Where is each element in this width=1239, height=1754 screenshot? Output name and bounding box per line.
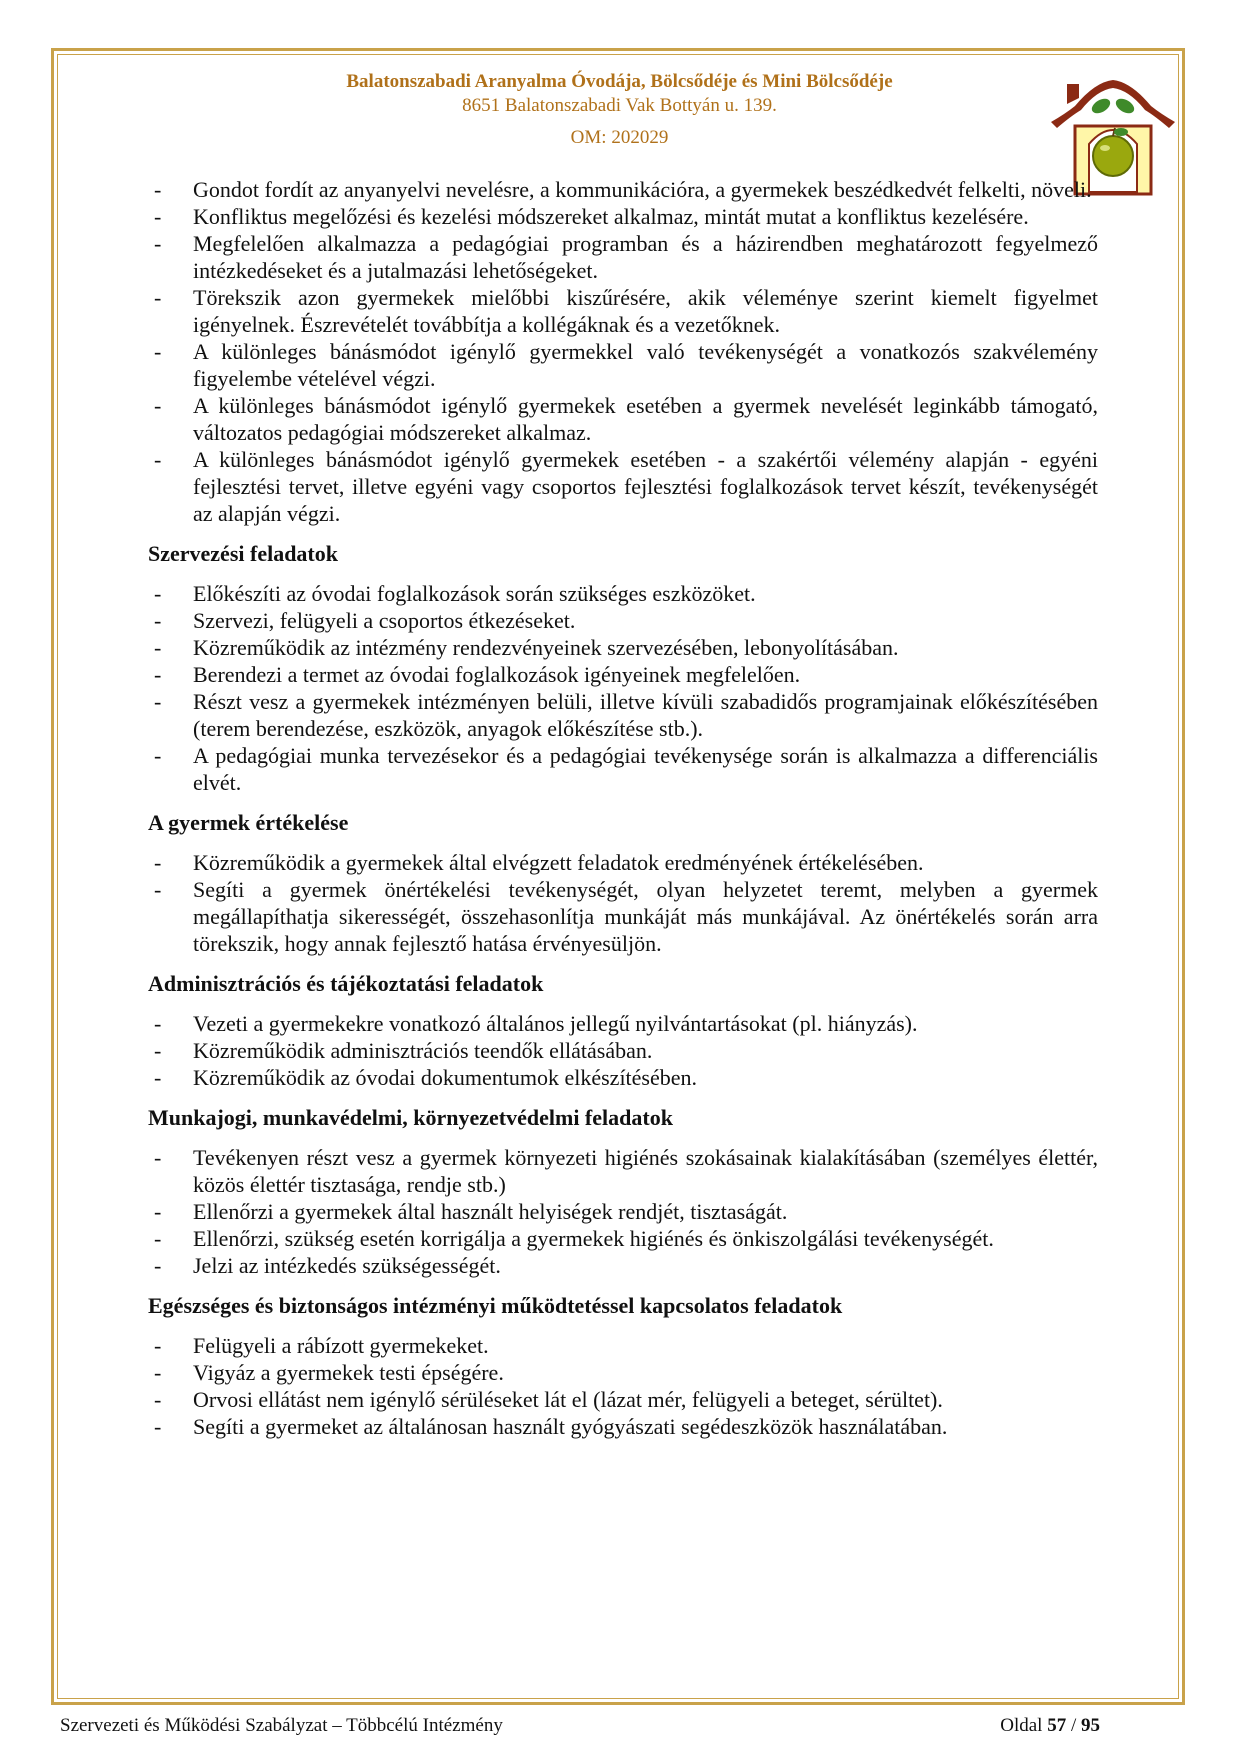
header-org-name: Balatonszabadi Aranyalma Óvodája, Bölcsődéje és Mini Bölcsődéje [346, 71, 893, 92]
list-item: - Közreműködik az intézmény rendezvényeinek szervezésében, lebonyolításában. [148, 634, 1098, 661]
list-item: - A különleges bánásmódot igénylő gyermekek esetében a gyermek nevelését leginkább támogató, változatos pedagógiai módszereket alkalmaz. [148, 392, 1098, 446]
list-item: - A pedagógiai munka tervezésekor és a pedagógiai tevékenysége során is alkalmazza a differenciális elvét. [148, 742, 1098, 796]
section-heading: Egészséges és biztonságos intézményi működtetéssel kapcsolatos feladatok [148, 1293, 843, 1318]
list-item: - Ellenőrzi, szükség esetén korrigálja a gyermekek higiénés és önkiszolgálási tevékenységét. [148, 1225, 1098, 1252]
list-item: - Előkészíti az óvodai foglalkozások során szükséges eszközöket. [148, 580, 1098, 607]
list-item: - Közreműködik adminisztrációs teendők ellátásában. [148, 1037, 1098, 1064]
list-item: - Vezeti a gyermekekre vonatkozó általános jellegű nyilvántartásokat (pl. hiányzás). [148, 1010, 1098, 1037]
list-item: - Közreműködik az óvodai dokumentumok elkészítésében. [148, 1064, 1098, 1091]
section-heading: Adminisztrációs és tájékoztatási feladatok [148, 971, 544, 996]
section-heading: Munkajogi, munkavédelmi, környezetvédelmi feladatok [148, 1105, 673, 1130]
footer-page-current: 57 [1047, 1715, 1067, 1736]
section-heading: Szervezési feladatok [148, 541, 338, 566]
intro-list [148, 176, 1098, 527]
list-item: - Közreműködik a gyermekek által elvégzett feladatok eredményének értékelésében. [148, 849, 1098, 876]
sections-container [148, 540, 1098, 1440]
list-item: - Segíti a gyermek önértékelési tevékenységét, olyan helyzetet teremt, melyben a gyermek megállapíthatja sikerességét, összehasonlítja munkáját más munkájával. Az önértékelés során arra törekszik, hogy annak fejlesztő hatása érvényesüljön. [148, 876, 1098, 957]
list-item: - A különleges bánásmódot igénylő gyermekek esetében - a szakértői vélemény alapján - egyéni fejlesztési tervet, illetve egyéni vagy csoportos fejlesztési foglalkozások tervet készít, tevékenységét az alapján végzi. [148, 446, 1098, 527]
list-item: - Jelzi az intézkedés szükségességét. [148, 1252, 1098, 1279]
list-item: - Berendezi a termet az óvodai foglalkozások igényeinek megfelelően. [148, 661, 1098, 688]
footer-title: Szervezeti és Működési Szabályzat – Többcélú Intézmény [60, 1715, 503, 1736]
list-item: - Szervezi, felügyeli a csoportos étkezéseket. [148, 607, 1098, 634]
list-item: - A különleges bánásmódot igénylő gyermekkel való tevékenységét a vonatkozós szakvélemény figyelembe vételével végzi. [148, 338, 1098, 392]
section-heading: A gyermek értékelése [148, 810, 349, 835]
footer-page-sep: / [1070, 1715, 1077, 1736]
header-om: OM: 202029 [570, 127, 669, 148]
list-item: - Gondot fordít az anyanyelvi nevelésre, a kommunikációra, a gyermekek beszédkedvét felkelti, növeli. [148, 176, 1098, 203]
header-address: 8651 Balatonszabadi Vak Bottyán u. 139. [462, 95, 777, 116]
section-list [148, 1332, 1098, 1440]
footer-page-number [1000, 1715, 1100, 1737]
section-list [148, 580, 1098, 796]
list-item: - Ellenőrzi a gyermekek által használt helyiségek rendjét, tisztaságát. [148, 1198, 1098, 1225]
section-list [148, 1010, 1098, 1091]
list-item: - Segíti a gyermeket az általánosan használt gyógyászati segédeszközök használatában. [148, 1413, 1098, 1440]
footer-page-total: 95 [1081, 1715, 1100, 1736]
footer-page-prefix: Oldal [1000, 1715, 1043, 1736]
list-item: - Tevékenyen részt vesz a gyermek környezeti higiénés szokásainak kialakításában (személyes élettér, közös élettér tisztasága, rendje stb.) [148, 1144, 1098, 1198]
list-item: - Vigyáz a gyermekek testi épségére. [148, 1359, 1098, 1386]
document-body [148, 176, 1098, 1440]
list-item: - Felügyeli a rábízott gyermekeket. [148, 1332, 1098, 1359]
list-item: - Törekszik azon gyermekek mielőbbi kiszűrésére, akik véleménye szerint kiemelt figyelmet igényelnek. Észrevételét továbbítja a kollégáknak és a vezetőknek. [148, 284, 1098, 338]
section-list [148, 849, 1098, 957]
list-item: - Megfelelően alkalmazza a pedagógiai programban és a házirendben meghatározott fegyelmező intézkedéseket és a jutalmazási lehetőségeket. [148, 230, 1098, 284]
list-item: - Orvosi ellátást nem igénylő sérüléseket lát el (lázat mér, felügyeli a beteget, sérültet). [148, 1386, 1098, 1413]
list-item: - Konfliktus megelőzési és kezelési módszereket alkalmaz, mintát mutat a konfliktus kezelésére. [148, 203, 1098, 230]
list-item: - Részt vesz a gyermekek intézményen belüli, illetve kívüli szabadidős programjainak előkészítésében (terem berendezése, eszközök, anyagok előkészítése stb.). [148, 688, 1098, 742]
section-list [148, 1144, 1098, 1279]
